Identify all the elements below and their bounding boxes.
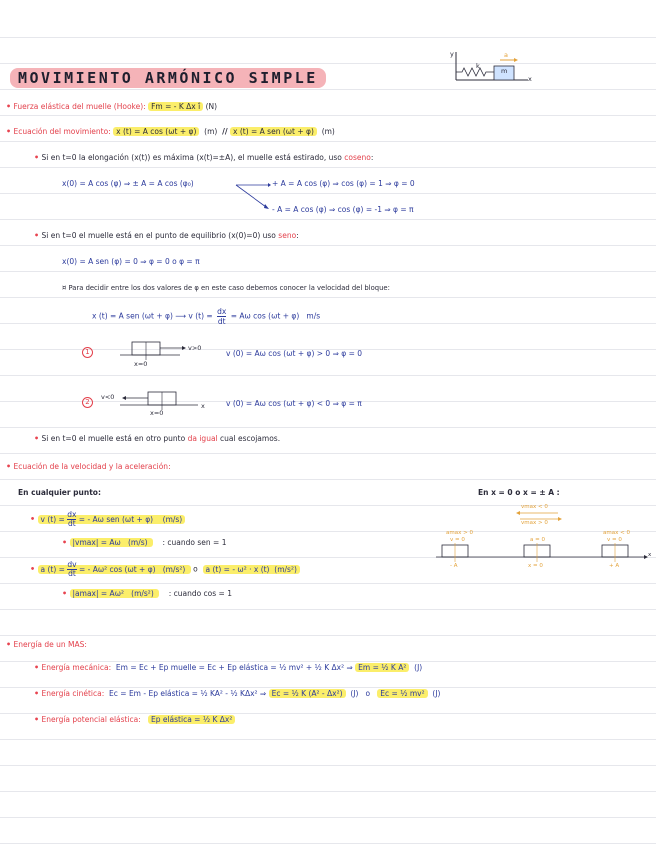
kinetic-energy-or: o	[365, 689, 371, 698]
mechanical-energy-result: Em = ½ K A²	[355, 663, 409, 672]
case-2-marker: 2	[82, 397, 93, 408]
velocity-eq-rhs: = - Aω sen (ωt + φ)	[78, 514, 154, 524]
equilibrium-colon: :	[296, 231, 299, 240]
max-elongation-text: Si en t=0 la elongación (x(t)) es máxima (x(t)=±A), el muelle está estirado, uso	[41, 153, 342, 162]
vmax-unit: (m/s)	[127, 538, 148, 547]
kinetic-energy-result: Ec = ½ K (A² - Δx²)	[269, 689, 346, 698]
equilibrium-line: • Si en t=0 el muelle está en el punto de equilibrio (x(0)=0) uso seno:	[34, 231, 299, 240]
velocity-equation-line: • v (t) = $\frac{dx}{dt}$ = - Aω sen (ωt + φ) (m/s)	[30, 511, 185, 528]
case-2-x-axis: x	[201, 402, 205, 410]
page-title: MOVIMIENTO ARMÓNICO SIMPLE	[10, 68, 326, 88]
vmax-value: |vmax| = Aω	[72, 538, 121, 547]
kinetic-energy-unit-2: (J)	[432, 689, 441, 698]
velocity-eq-lhs: v (t) =	[40, 514, 65, 524]
branch-arrows	[236, 182, 272, 210]
diag-v0-right: v = 0	[607, 537, 622, 543]
potential-energy-line: • Energía potencial elástica: Ep elástica = ½ K Δx²	[34, 715, 235, 725]
diag-x-axis: x	[648, 552, 652, 558]
accel-eq-2: a (t) = - ω² · x (t)	[205, 564, 270, 574]
motion-label: Ecuación del movimiento:	[13, 127, 111, 136]
kinetic-energy-formula: Ec = Em - Ep elástica = ½ KA² - ½ KΔx² ⇒	[109, 689, 267, 698]
motion-formula-sin: x (t) = A sen (ωt + φ)	[230, 127, 317, 136]
frac-dt-v: dt	[67, 519, 76, 528]
hooke-law-line: • Fuerza elástica del muelle (Hooke): Fm = - K Δx î (N)	[6, 102, 218, 111]
motion-unit-sin: (m)	[321, 127, 335, 136]
hooke-label: Fuerza elástica del muelle (Hooke):	[13, 102, 146, 111]
frac-dv: dv	[67, 560, 77, 569]
velocity-derivation-rhs: = Aω cos (ωt + φ)	[230, 311, 300, 321]
amax-formula	[70, 589, 160, 598]
velocity-equation	[38, 510, 186, 528]
max-elongation-colon: :	[370, 153, 374, 162]
mechanical-energy-formula: Em = Ec + Ep muelle = Ec + Ep elástica = ½ mv² + ½ K Δx² ⇒	[115, 663, 353, 672]
hooke-formula: Fm = - K Δx î	[148, 102, 203, 111]
seno-keyword: seno	[278, 231, 297, 240]
diag-minus-a: - A	[450, 563, 458, 569]
diag-amax-pos: amax > 0	[446, 530, 473, 536]
mechanical-energy-line: • Energía mecánica: Em = Ec + Ep muelle = Ec + Ep elástica = ½ mv² + ½ K Δx² ⇒ Em = ½ K A² (J)	[34, 663, 423, 672]
diagram-y-label: y	[450, 50, 454, 58]
energy-heading-text: Energía de un MAS:	[13, 640, 87, 649]
motion-separator: //	[222, 127, 228, 136]
kinetic-energy-unit: (J)	[350, 689, 359, 698]
diagram-k-label: k	[476, 62, 480, 70]
other-point-line: • Si en t=0 el muelle está en otro punto da igual cual escojamos.	[34, 434, 281, 443]
frac-dx-v: dx	[67, 510, 77, 519]
accel-eq-lhs: a (t) =	[40, 564, 65, 574]
potential-energy-label: Energía potencial elástica:	[41, 715, 141, 724]
other-point-tail: cual escojamos.	[220, 434, 281, 443]
case-2-equation: v (0) = Aω cos (ωt + φ) < 0 ⇒ φ = π	[226, 399, 362, 408]
velocity-decision-note: ¤ Para decidir entre los dos valores de φ en este caso debemos conocer la velocidad del bloque:	[62, 284, 390, 292]
any-point-label: En cualquier punto:	[18, 488, 101, 497]
acceleration-line: • a (t) = $\frac{dv}{dt}$ = - Aω² cos (ωt + φ) (m/s²) o a (t) = - ω² · x (t) (m/s²)	[30, 561, 300, 578]
cos-branch-negative: - A = A cos (φ) ⇒ cos (φ) = -1 ⇒ φ = π	[272, 205, 414, 214]
vmax-formula	[70, 538, 153, 547]
diagram-x-label: x	[528, 75, 532, 83]
amax-condition: : cuando cos = 1	[168, 589, 233, 598]
kinetic-energy-line: • Energía cinética: Ec = Em - Ep elástica = ½ KA² - ½ KΔx² ⇒ Ec = ½ K (A² - Δx²) (J) o Ec = ½ mv² (J)	[34, 689, 441, 698]
energy-heading: • Energía de un MAS:	[6, 640, 87, 649]
velocity-derivation-lhs: x (t) = A sen (ωt + φ) ⟶ v (t) =	[92, 311, 213, 321]
case-1-x0: x=0	[134, 360, 148, 368]
accel-eq-unit: (m/s²)	[162, 564, 186, 574]
diag-amax-neg: amax < 0	[603, 530, 630, 536]
spring-block-diagram	[448, 50, 533, 88]
potential-energy-result: Ep elástica = ½ K Δx²	[148, 715, 235, 724]
accel-eq-2-unit: (m/s²)	[274, 564, 297, 574]
da-igual-keyword: da igual	[187, 434, 218, 443]
frac-dt-a: dt	[68, 569, 76, 578]
special-points-label: En x = 0 o x = ± A :	[478, 488, 560, 497]
motion-unit-cos: (m)	[204, 127, 218, 136]
max-elongation-line: • Si en t=0 la elongación (x(t)) es máxima (x(t)=±A), el muelle está estirado, uso coseno:	[34, 153, 374, 162]
mechanical-energy-unit: (J)	[414, 663, 423, 672]
sin-phase-equation: x(0) = A sen (φ) = 0 ⇒ φ = 0 o φ = π	[62, 257, 200, 266]
accel-or: o	[193, 564, 198, 574]
vmax-line: • |vmax| = Aω (m/s) : cuando sen = 1	[62, 538, 227, 547]
velocity-unit: m/s	[306, 311, 321, 321]
kinetic-energy-result-2: Ec = ½ mv²	[377, 689, 427, 698]
motion-equation-line: • Ecuación del movimiento: x (t) = A cos (ωt + φ) (m) // x (t) = A sen (ωt + φ) (m)	[6, 127, 335, 136]
diag-a0: a = 0	[530, 537, 545, 543]
case-1-equation: v (0) = Aω cos (ωt + φ) > 0 ⇒ φ = 0	[226, 349, 363, 358]
amax-line: • |amax| = Aω² (m/s²) : cuando cos = 1	[62, 589, 233, 598]
diag-vmax-neg: vmax < 0	[521, 504, 548, 510]
amax-unit: (m/s²)	[131, 589, 154, 598]
hooke-unit: (N)	[205, 102, 218, 111]
diag-plus-a: + A	[609, 563, 620, 569]
accel-eq-rhs: = - Aω² cos (ωt + φ)	[78, 564, 156, 574]
vmax-condition: : cuando sen = 1	[162, 538, 227, 547]
equilibrium-text: Si en t=0 el muelle está en el punto de equilibrio (x(0)=0) uso	[41, 231, 276, 240]
diag-v0-left: v = 0	[450, 537, 465, 543]
kinetic-energy-label: Energía cinética:	[41, 689, 105, 698]
diag-vmax-pos: vmax > 0	[521, 520, 548, 526]
velocity-eq-unit: (m/s)	[162, 514, 183, 524]
diag-x0: x = 0	[528, 563, 543, 569]
velocity-derivation	[92, 307, 320, 326]
motion-formula-cos: x (t) = A cos (ωt + φ)	[113, 127, 199, 136]
cos-phase-equation: x(0) = A cos (φ) ⇒ ± A = A cos (φ₀)	[62, 179, 194, 188]
velocity-accel-heading: • Ecuación de la velocidad y la aceleración:	[6, 462, 171, 471]
case-2-velocity: v<0	[101, 393, 115, 401]
case-2-x0: x=0	[150, 409, 164, 417]
diagram-m-label: m	[501, 67, 508, 75]
amax-value: |amax| = Aω²	[72, 589, 124, 598]
velocity-accel-heading-text: Ecuación de la velocidad y la aceleración:	[13, 462, 171, 471]
case-1-marker: 1	[82, 347, 93, 358]
acceleration-equation-2	[203, 565, 300, 574]
frac-dt: dt	[217, 317, 226, 326]
coseno-keyword: coseno	[344, 153, 371, 162]
diagram-a-label: a	[504, 51, 508, 59]
cos-branch-positive: + A = A cos (φ) ⇒ cos (φ) = 1 ⇒ φ = 0	[272, 179, 415, 188]
frac-dx: dx	[217, 307, 227, 316]
mechanical-energy-label: Energía mecánica:	[41, 663, 112, 672]
vmax-arrows	[516, 511, 562, 531]
other-point-text: Si en t=0 el muelle está en otro punto	[41, 434, 186, 443]
case-1-velocity: v>0	[188, 344, 202, 352]
